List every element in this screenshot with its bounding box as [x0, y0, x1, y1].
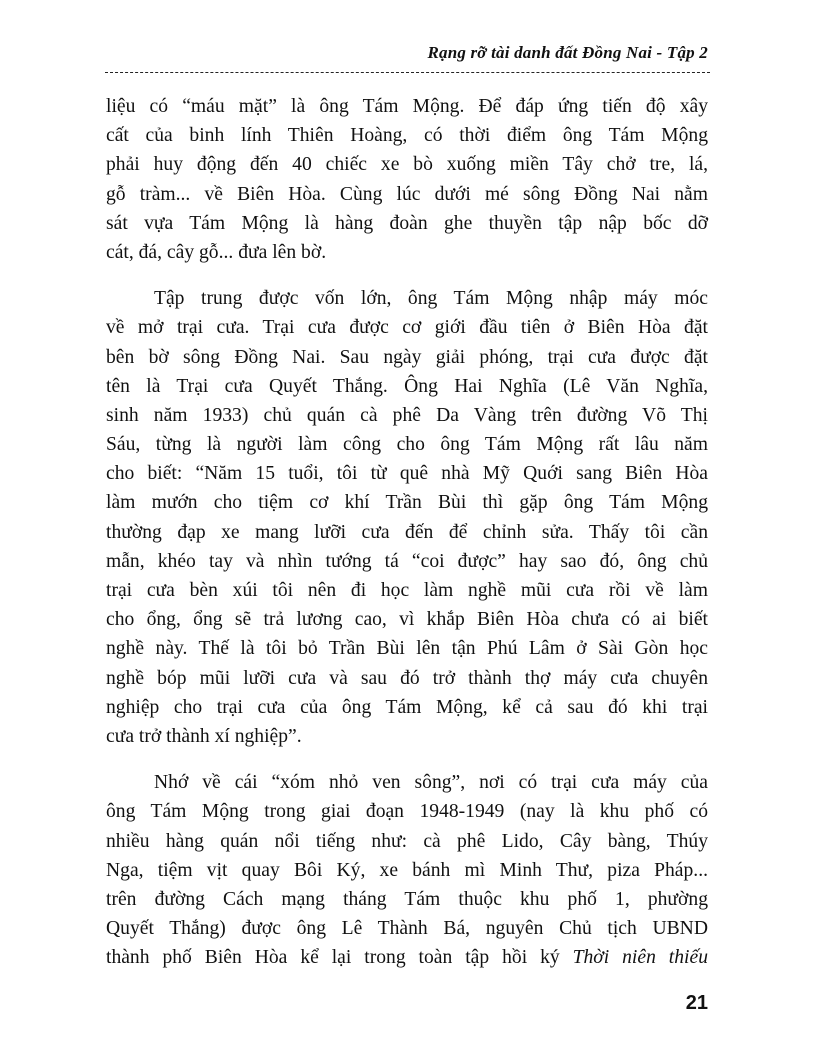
text-line-content: trên đường Cách mạng tháng Tám thuộc khu phố 1, phường — [106, 888, 708, 910]
text-line — [106, 797, 708, 826]
text-line — [106, 576, 708, 605]
text-line-content: cưa trở thành xí nghiệp”. — [106, 725, 302, 747]
text-line-content: về mở trại cưa. Trại cưa được cơ giới đầu tiên ở Biên Hòa đặt — [106, 317, 708, 339]
text-line-content: cho biết: “Năm 15 tuổi, tôi từ quê nhà Mỹ Quới sang Biên Hòa — [106, 463, 708, 485]
text-line — [106, 372, 708, 401]
text-line — [106, 827, 708, 856]
text-line — [106, 605, 708, 634]
text-line — [106, 121, 708, 150]
text-line-content: nhiều hàng quán nổi tiếng như: cà phê Lido, Cây bàng, Thúy — [106, 830, 708, 852]
text-line — [106, 459, 708, 488]
paragraph-1 — [106, 92, 708, 267]
text-line — [106, 768, 708, 797]
paragraph-3 — [106, 768, 708, 972]
text-line-content: trại cưa bèn xúi tôi nên đi học làm nghề mũi cưa rồi về làm — [106, 580, 708, 601]
text-line-content: Nhớ về cái “xóm nhỏ ven sông”, nơi có trại cưa máy của — [154, 772, 708, 794]
page-number: 21 — [685, 992, 708, 1014]
text-line — [106, 180, 708, 209]
text-line — [106, 547, 708, 576]
text-line — [106, 856, 708, 885]
paragraph-2 — [106, 284, 708, 751]
text-line-content: Tập trung được vốn lớn, ông Tám Mộng nhập máy móc — [154, 288, 708, 310]
text-line-content: cho ổng, ổng sẽ trả lương cao, vì khắp Biên Hòa chưa có ai biết — [106, 609, 708, 631]
text-line-content: cất của binh lính Thiên Hoàng, có thời điểm ông Tám Mộng — [106, 125, 708, 147]
text-line-content: tên là Trại cưa Quyết Thắng. Ông Hai Nghĩa (Lê Văn Nghĩa, — [106, 375, 708, 397]
text-line-content: làm mướn cho tiệm cơ khí Trần Bùi thì gặp ông Tám Mộng — [106, 492, 708, 514]
text-line — [106, 943, 708, 972]
text-line-content: nghề bóp mũi lưỡi cưa và sau đó trở thành thợ máy cưa chuyên — [106, 667, 708, 689]
text-line — [106, 430, 708, 459]
page-body — [106, 92, 708, 989]
text-line — [106, 284, 708, 313]
text-line-content: nghiệp cho trại cưa của ông Tám Mộng, kể cả sau đó khi trại — [106, 696, 708, 718]
text-line-content: Nga, tiệm vịt quay Bôi Ký, xe bánh mì Minh Thư, piza Pháp... — [106, 859, 708, 881]
text-line — [106, 518, 708, 547]
text-line-content: Sáu, từng là người làm công cho ông Tám Mộng rất lâu năm — [106, 434, 708, 456]
text-line — [106, 914, 708, 943]
header-rule — [105, 72, 710, 73]
text-line — [106, 488, 708, 517]
text-line — [106, 343, 708, 372]
text-line-content: liệu có “máu mặt” là ông Tám Mộng. Để đáp ứng tiến độ xây — [106, 96, 708, 117]
text-line-content: Quyết Thắng) được ông Lê Thành Bá, nguyên Chủ tịch UBND — [106, 918, 708, 940]
text-line — [106, 238, 708, 267]
text-line — [106, 92, 708, 121]
text-line — [106, 885, 708, 914]
text-line-content: thường đạp xe mang lưỡi cưa đến để chỉnh sửa. Thấy tôi cần — [106, 521, 708, 543]
text-line-content: sinh năm 1933) chủ quán cà phê Da Vàng trên đường Võ Thị — [106, 404, 708, 426]
text-line-content: ông Tám Mộng trong giai đoạn 1948-1949 (nay là khu phố có — [106, 801, 708, 823]
text-line — [106, 313, 708, 342]
text-line-content: phải huy động đến 40 chiếc xe bò xuống miền Tây chở tre, lá, — [106, 154, 708, 176]
text-line — [106, 401, 708, 430]
text-line-content: nghề này. Thế là tôi bỏ Trần Bùi lên tận Phú Lâm ở Sài Gòn học — [106, 638, 708, 660]
text-line-content: sát vựa Tám Mộng là hàng đoàn ghe thuyền tập nập bốc dỡ — [106, 212, 708, 234]
text-line — [106, 722, 708, 751]
text-line — [106, 664, 708, 693]
text-line — [106, 150, 708, 179]
book-title: Thời niên thiếu — [572, 947, 708, 969]
text-line-content: mẫn, khéo tay và nhìn tướng tá “coi được” hay sao đó, ông chủ — [106, 550, 708, 572]
text-line-content: gỗ tràm... về Biên Hòa. Cùng lúc dưới mé sông Đồng Nai nằm — [106, 183, 708, 205]
text-line — [106, 209, 708, 238]
text-line — [106, 634, 708, 663]
text-line-content: bên bờ sông Đồng Nai. Sau ngày giải phóng, trại cưa được đặt — [106, 346, 708, 368]
text-line-content: thành phố Biên Hòa kể lại trong toàn tập hồi ký — [106, 947, 573, 969]
running-header: Rạng rỡ tài danh đất Đồng Nai - Tập 2 — [427, 43, 708, 62]
text-line-content: cát, đá, cây gỗ... đưa lên bờ. — [106, 241, 327, 263]
text-line — [106, 693, 708, 722]
